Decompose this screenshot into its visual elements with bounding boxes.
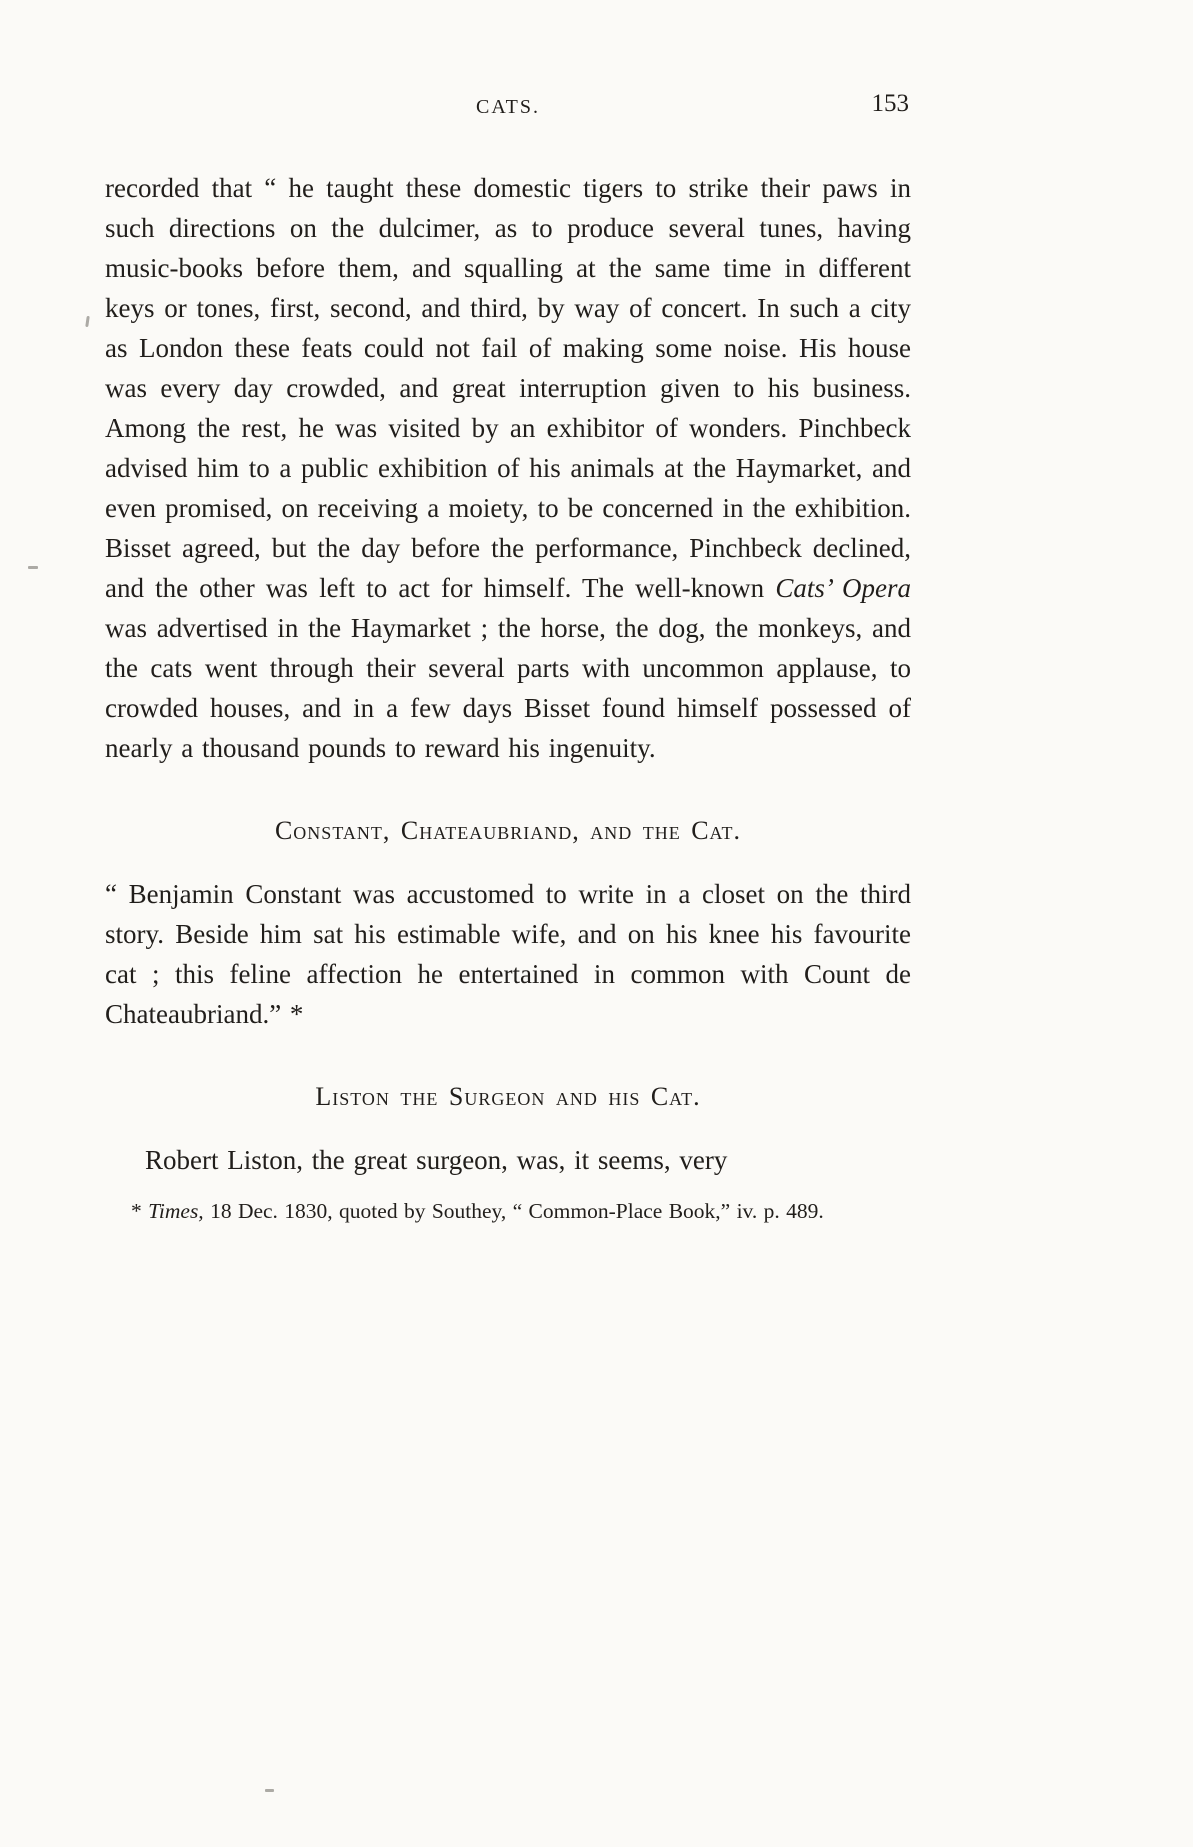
footnote-marker: * — [131, 1199, 149, 1223]
footnote-text: 18 Dec. 1830, quoted by Southey, “ Common-Place Book,” iv. p. 489. — [203, 1199, 824, 1223]
page-number: 153 — [871, 90, 909, 117]
cats-opera-italic: Cats’ Opera — [775, 573, 911, 603]
paragraph-constant: “ Benjamin Constant was accustomed to write in a closet on the third story. Beside him sat his estimable wife, and on his knee his favourite cat ; this feline affection he entertained in common with Count de Chateaubriand.” * — [105, 879, 911, 1029]
running-title: CATS. — [476, 96, 540, 118]
footnote-times-italic: Times, — [148, 1199, 204, 1223]
scan-artifact-tick — [85, 316, 90, 327]
section-heading-constant-chateaubriand: Constant, Chateaubriand, and the Cat. — [274, 816, 742, 845]
paragraph-liston: Robert Liston, the great surgeon, was, it seems, very — [145, 1145, 728, 1175]
paragraph-bisset-text-2: was advertised in the Haymarket ; the horse, the dog, the monkeys, and the cats went through their several parts with uncommon applause, to crowded houses, and in a few days Bisset found himself possessed of nearly a thousand pounds to reward his ingenuity. — [105, 613, 911, 763]
scan-artifact-dash-bottom — [265, 1789, 274, 1792]
section-heading-liston-surgeon: Liston the Surgeon and his Cat. — [315, 1082, 701, 1111]
footnote-times-southey — [105, 1194, 911, 1229]
paragraph-bisset-text-1: recorded that “ he taught these domestic tigers to strike their paws in such directions on the dulcimer, as to produce several tunes, having music-books before them, and squalling at the same time in different keys or tones, first, second, and third, by way of concert. In such a city as London these feats could not fail of making some noise. His house was every day crowded, and great interruption given to his business. Among the rest, he was visited by an exhibitor of wonders. Pinchbeck advised him to a public exhibition of his animals at the Haymarket, and even promised, on receiving a moiety, to be concerned in the exhibition. Bisset agreed, but the day before the performance, Pinchbeck declined, and the other was left to act for himself. The well-known — [105, 173, 911, 603]
text-block — [105, 90, 911, 1229]
scan-artifact-dash — [28, 566, 38, 569]
running-head — [105, 90, 911, 126]
paragraph-bisset-cats-opera — [105, 168, 911, 768]
